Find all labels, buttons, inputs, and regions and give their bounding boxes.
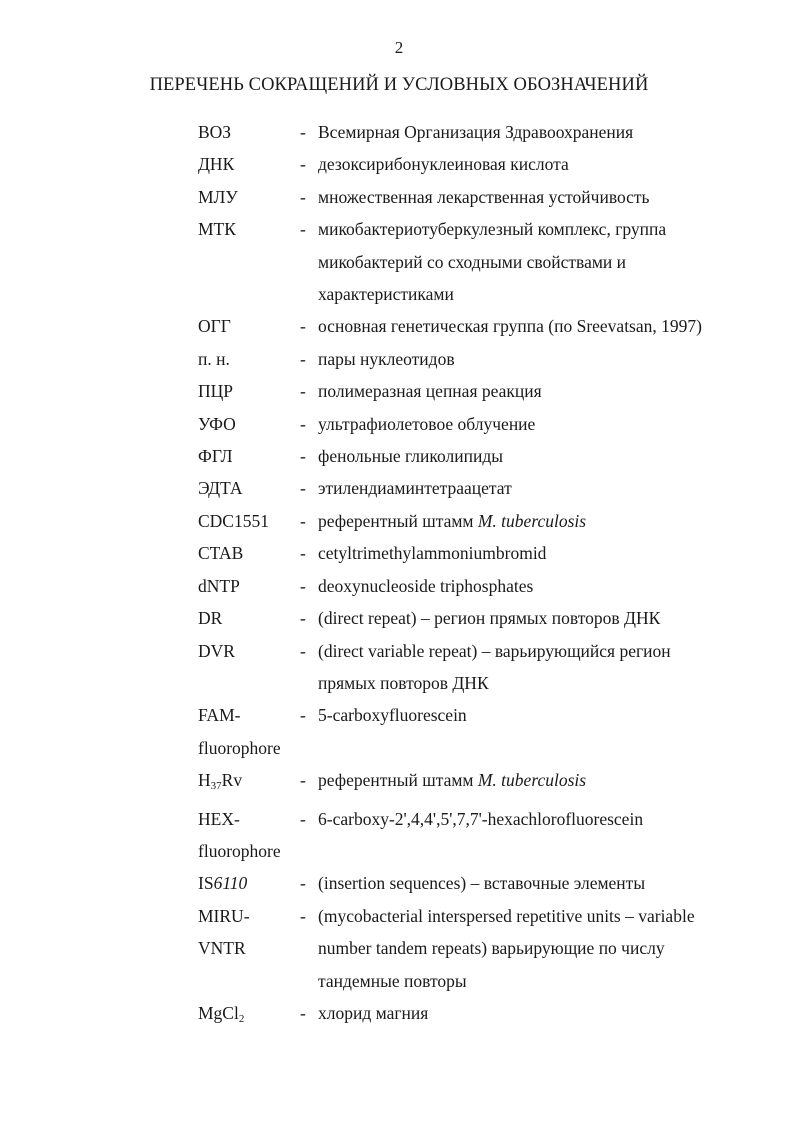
list-item xyxy=(198,408,778,440)
separator: - xyxy=(300,478,306,499)
species-name: M. tuberculosis xyxy=(477,770,587,791)
separator: - xyxy=(300,446,306,467)
separator: - xyxy=(300,543,306,564)
abbreviation-term: MgCl$_2$ xyxy=(198,1002,245,1025)
abbreviation-definition: ультрафиолетовое облучение xyxy=(318,413,536,434)
list-item xyxy=(198,375,778,407)
abbreviation-term: ВОЗ xyxy=(198,122,232,142)
list-item xyxy=(198,699,778,764)
abbreviation-definition: этилендиаминтетраацетат xyxy=(318,478,512,499)
abbreviation-term: $H_{37}Rv$ xyxy=(198,770,243,793)
abbreviation-term: МЛУ xyxy=(198,186,238,207)
abbreviation-term: DR xyxy=(198,608,223,629)
list-item xyxy=(198,867,778,899)
abbreviation-definition: дезоксирибонуклеиновая кислота xyxy=(318,154,569,175)
separator: - xyxy=(300,770,306,791)
abbreviation-term: DVR xyxy=(198,640,235,661)
abbreviation-definition: 5-carboxyfluorescein xyxy=(318,705,467,726)
separator: - xyxy=(300,122,306,142)
abbreviation-term: ДНК xyxy=(198,154,235,175)
page-number: 2 xyxy=(394,38,404,57)
separator: - xyxy=(300,381,306,402)
abbreviation-definition: Всемирная Организация Здравоохранения xyxy=(318,122,634,142)
abbreviation-definition: deoxynucleoside triphosphates xyxy=(318,575,534,596)
separator: - xyxy=(300,154,306,175)
separator: - xyxy=(300,316,306,337)
abbreviation-definition: множественная лекарственная устойчивость xyxy=(318,186,650,207)
abbreviation-term: dNTP xyxy=(198,575,240,596)
abbreviation-definition: (mycobacterial interspersed repetitive units – variable number tandem repeats) варьирующие по числу тандемные повторы xyxy=(318,905,695,991)
list-item xyxy=(198,900,778,997)
abbreviation-term: МТК xyxy=(198,219,236,240)
separator: - xyxy=(300,413,306,434)
separator: - xyxy=(300,510,306,531)
list-item xyxy=(198,635,778,700)
list-item xyxy=(198,116,778,148)
separator: - xyxy=(300,873,306,894)
abbreviation-definition: фенольные гликолипиды xyxy=(318,446,503,467)
separator: - xyxy=(300,219,306,240)
abbreviation-term: ОГГ xyxy=(198,316,231,337)
list-item xyxy=(198,472,778,504)
abbreviation-definition: референтный штамм M. tuberculosis xyxy=(318,770,587,791)
abbreviation-term: CDC1551 xyxy=(198,510,269,531)
page-title: ПЕРЕЧЕНЬ СОКРАЩЕНИЙ И УСЛОВНЫХ ОБОЗНАЧЕНИЙ xyxy=(149,75,649,95)
abbreviation-term: HEX- fluorophore xyxy=(198,808,281,861)
abbreviation-term: IS6110 xyxy=(198,873,248,894)
list-item xyxy=(198,570,778,602)
separator: - xyxy=(300,905,306,926)
abbreviation-term: MIRU- VNTR xyxy=(198,905,250,959)
list-item xyxy=(198,764,778,802)
list-item xyxy=(198,602,778,634)
list-item xyxy=(198,343,778,375)
list-item xyxy=(198,181,778,213)
list-item xyxy=(198,803,778,868)
abbreviation-term: УФО xyxy=(198,413,236,434)
abbreviation-definition: (direct variable repeat) – варьирующийся регион прямых повторов ДНК xyxy=(318,640,671,693)
separator: - xyxy=(300,640,306,661)
abbreviation-definition: микобактериотуберкулезный комплекс, группа микобактерий со сходными свойствами и характеристиками xyxy=(318,219,667,305)
list-item xyxy=(198,440,778,472)
abbreviation-term: FAM- fluorophore xyxy=(198,705,281,758)
separator: - xyxy=(300,705,306,726)
list-item xyxy=(198,213,778,310)
species-name: M. tuberculosis xyxy=(477,510,587,531)
abbreviation-term: п. н. xyxy=(198,348,230,369)
separator: - xyxy=(300,1002,306,1023)
abbreviation-definition: (insertion sequences) – вставочные элементы xyxy=(318,873,646,894)
abbreviation-definition: 6-carboxy-2',4,4',5',7,7'-hexachlorofluorescein xyxy=(318,808,644,829)
list-item xyxy=(198,148,778,180)
abbreviation-definition: пары нуклеотидов xyxy=(318,348,455,369)
abbreviation-term: ЭДТА xyxy=(198,478,243,499)
list-item xyxy=(198,310,778,342)
abbreviation-term: ПЦР xyxy=(198,381,234,402)
list-item xyxy=(198,505,778,537)
abbreviation-definition: хлорид магния xyxy=(318,1002,429,1023)
list-item xyxy=(198,997,778,1035)
abbreviation-definition: референтный штамм M. tuberculosis xyxy=(318,510,587,531)
list-item xyxy=(198,537,778,569)
separator: - xyxy=(300,608,306,629)
abbreviation-term: CTAB xyxy=(198,543,244,564)
abbreviation-definition: cetyltrimethylammoniumbromid xyxy=(318,543,547,564)
separator: - xyxy=(300,808,306,829)
abbreviation-definition: полимеразная цепная реакция xyxy=(318,381,542,402)
abbreviation-term: ФГЛ xyxy=(198,446,233,467)
abbreviation-definition: (direct repeat) – регион прямых повторов ДНК xyxy=(318,608,661,629)
separator: - xyxy=(300,575,306,596)
abbreviation-definition: основная генетическая группа (по Sreevatsan, 1997) xyxy=(318,316,702,337)
separator: - xyxy=(300,348,306,369)
separator: - xyxy=(300,186,306,207)
abbreviation-list xyxy=(198,116,778,1035)
